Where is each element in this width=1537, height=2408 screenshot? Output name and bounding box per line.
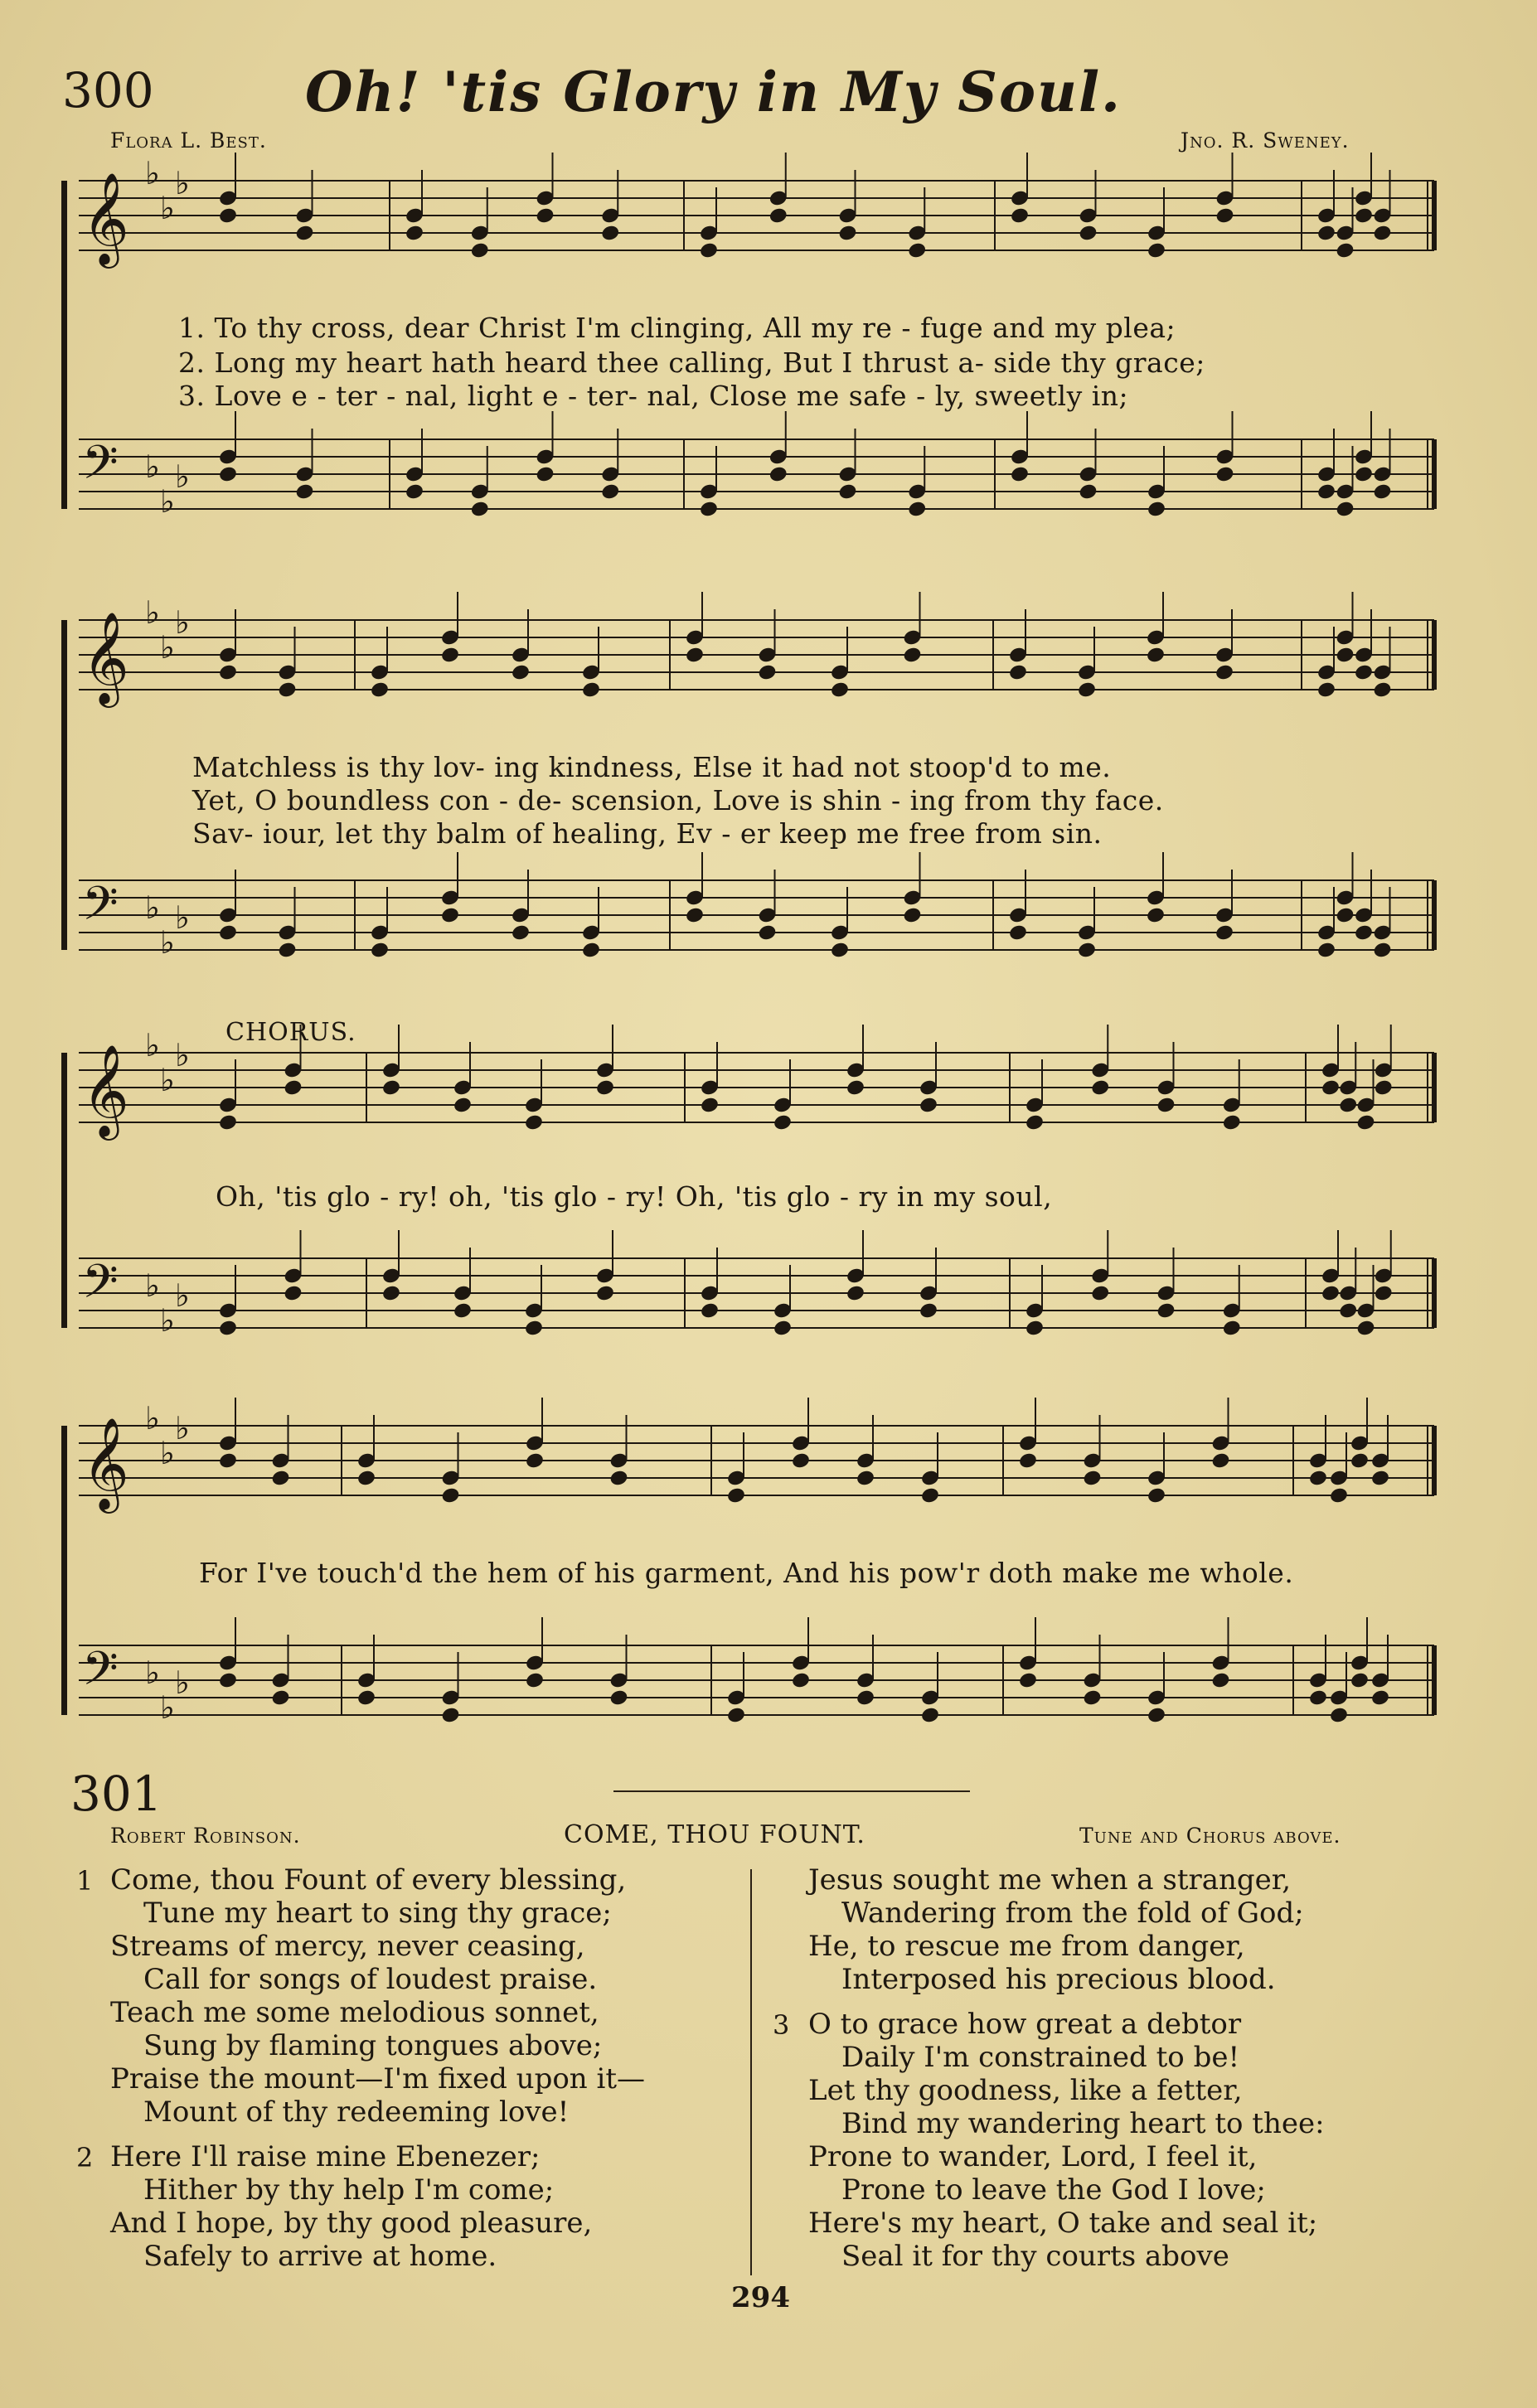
note-head (768, 206, 788, 225)
note-head (218, 206, 238, 225)
note-head (757, 663, 777, 681)
note-head (773, 1319, 793, 1337)
verse-line: Hither by thy help I'm come; (143, 2173, 555, 2207)
verse-line: Here I'll raise mine Ebenezer; (110, 2140, 541, 2173)
flat-sign: ♭ (145, 889, 160, 926)
note-head (726, 1706, 746, 1724)
note-head (581, 941, 601, 959)
note-head (511, 923, 531, 942)
note-head (1147, 241, 1166, 259)
lyric-line: Matchless is thy lov- ing kindness, Else it had not stoop'd to me. (192, 751, 1112, 783)
note-head (846, 1078, 865, 1097)
note-head (277, 681, 297, 699)
verse-line: O to grace how great a debtor (808, 2008, 1242, 2041)
note-head (1329, 1706, 1349, 1724)
note-head (1010, 206, 1030, 225)
note-head (270, 1469, 290, 1487)
treble-clef-icon: 𝄞 (82, 611, 129, 704)
note-head (1025, 1319, 1045, 1337)
flat-sign: ♭ (160, 924, 175, 961)
bass-clef-icon: 𝄢 (82, 877, 119, 942)
verse-line: Let thy goodness, like a fetter, (808, 2074, 1243, 2107)
note-head (1078, 482, 1098, 501)
note-head (1370, 1689, 1390, 1707)
note-head (470, 241, 490, 259)
flat-sign: ♭ (145, 1655, 160, 1691)
note-head (1077, 681, 1097, 699)
note-head (1329, 1486, 1349, 1504)
note-head (856, 1469, 875, 1487)
verse-line: Wandering from the fold of God; (841, 1897, 1304, 1930)
note-head (218, 1113, 238, 1131)
note-head (1350, 1451, 1370, 1470)
verse-line: Safely to arrive at home. (143, 2240, 497, 2273)
flat-sign: ♭ (175, 1277, 190, 1314)
bass-clef-icon: 𝄢 (82, 1255, 119, 1320)
note-head (830, 941, 850, 959)
verse-line: Prone to leave the God I love; (841, 2173, 1266, 2207)
lyric-line: Oh, 'tis glo - ry! oh, 'tis glo - ry! Oh, 'tis glo - ry in my soul, (216, 1180, 1053, 1213)
flat-sign: ♭ (175, 458, 190, 495)
note-head (356, 1689, 376, 1707)
verse-line: Teach me some melodious sonnet, (110, 1996, 599, 2029)
flat-sign: ♭ (175, 604, 190, 641)
note-head (1335, 241, 1355, 259)
note-head (919, 1096, 938, 1114)
verse-number: 2 (76, 2142, 94, 2173)
note-head (1355, 1113, 1375, 1131)
verse-line: Come, thou Fount of every blessing, (110, 1863, 627, 1897)
hymn-title: Oh! 'tis Glory in My Soul. (305, 60, 1122, 124)
note-head (1215, 663, 1234, 681)
flat-sign: ♭ (160, 1435, 175, 1471)
bass-clef-icon: 𝄢 (82, 1642, 119, 1708)
note-head (1210, 1671, 1230, 1689)
note-head (1374, 1284, 1394, 1302)
note-head (1156, 1301, 1176, 1320)
flat-sign: ♭ (160, 1302, 175, 1339)
flat-sign: ♭ (175, 1664, 190, 1701)
note-head (405, 224, 424, 242)
note-head (919, 1301, 938, 1320)
note-head (440, 646, 460, 664)
note-head (837, 482, 857, 501)
note-head (1078, 224, 1098, 242)
note-head (1082, 1469, 1102, 1487)
note-head (600, 482, 620, 501)
verse-line: Jesus sought me when a stranger, (808, 1863, 1292, 1897)
note-head (1354, 923, 1374, 942)
flat-sign: ♭ (145, 594, 160, 631)
note-head (218, 1671, 238, 1689)
note-head (685, 646, 705, 664)
note-head (1147, 1486, 1166, 1504)
lyric-line: Sav- iour, let thy balm of healing, Ev - er keep me free from sin. (192, 817, 1103, 850)
lyric-line: 3. Love e - ter - nal, light e - ter- nal, Close me safe - ly, sweetly in; (178, 380, 1129, 412)
note-head (595, 1078, 615, 1097)
note-head (1374, 1078, 1394, 1097)
flat-sign: ♭ (175, 1410, 190, 1446)
verse-line: Prone to wander, Lord, I feel it, (808, 2140, 1258, 2173)
author-credit: Robert Robinson. (110, 1824, 301, 1848)
system-brace (61, 1053, 67, 1328)
flat-sign: ♭ (145, 1027, 160, 1063)
note-head (846, 1284, 865, 1302)
note-head (1215, 465, 1234, 483)
note-head (535, 465, 555, 483)
tune-note: Tune and Chorus above. (1079, 1824, 1341, 1848)
flat-sign: ♭ (160, 483, 175, 520)
verse-line: Tune my heart to sing thy grace; (143, 1897, 612, 1930)
bass-clef-icon: 𝄢 (82, 436, 119, 501)
note-head (524, 1113, 544, 1131)
verse-line: Seal it for thy courts above (841, 2240, 1229, 2273)
note-head (830, 681, 850, 699)
note-head (1222, 1113, 1242, 1131)
note-head (1355, 1319, 1375, 1337)
note-head (294, 482, 314, 501)
note-head (1338, 1301, 1358, 1320)
note-head (511, 663, 531, 681)
note-head (1335, 646, 1355, 664)
note-head (1354, 663, 1374, 681)
lyric-line: For I've touch'd the hem of his garment, And his pow'r doth make me whole. (199, 1557, 1294, 1589)
flat-sign: ♭ (145, 1267, 160, 1304)
note-head (1090, 1284, 1110, 1302)
note-head (525, 1671, 545, 1689)
note-head (470, 500, 490, 518)
note-head (1370, 1469, 1390, 1487)
note-head (370, 941, 390, 959)
note-head (1316, 941, 1336, 959)
note-head (294, 224, 314, 242)
note-head (218, 923, 238, 942)
note-head (907, 241, 927, 259)
hymn-number: 300 (62, 62, 154, 119)
note-head (1010, 465, 1030, 483)
verse-line: Interposed his precious blood. (841, 1963, 1276, 1996)
note-head (1354, 465, 1374, 483)
note-head (270, 1689, 290, 1707)
note-head (440, 906, 460, 924)
note-head (1350, 1671, 1370, 1689)
system-brace (61, 1426, 67, 1715)
verse-line: And I hope, by thy good pleasure, (110, 2207, 593, 2240)
note-head (608, 1689, 628, 1707)
note-head (1372, 482, 1392, 501)
divider-rule (613, 1790, 970, 1792)
flat-sign: ♭ (160, 1689, 175, 1726)
verse-line: Here's my heart, O take and seal it; (808, 2207, 1318, 2240)
note-head (1316, 482, 1336, 501)
note-head (283, 1078, 303, 1097)
note-head (1222, 1319, 1242, 1337)
note-head (1215, 923, 1234, 942)
note-head (1146, 906, 1166, 924)
note-head (757, 923, 777, 942)
note-head (1354, 206, 1374, 225)
hymn-title: COME, THOU FOUNT. (564, 1820, 865, 1849)
verse-line: Sung by flaming tongues above; (143, 2029, 603, 2062)
note-head (1215, 206, 1234, 225)
flat-sign: ♭ (160, 1062, 175, 1098)
note-head (1156, 1096, 1176, 1114)
words-credit: Flora L. Best. (110, 128, 267, 153)
note-head (920, 1706, 940, 1724)
note-head (1008, 663, 1028, 681)
chorus-label: CHORUS. (225, 1018, 356, 1047)
note-head (1025, 1113, 1045, 1131)
note-head (907, 500, 927, 518)
lyric-line: 1. To thy cross, dear Christ I'm clinging, All my re - fuge and my plea; (178, 312, 1176, 344)
music-credit: Jno. R. Sweney. (1181, 128, 1350, 153)
note-head (1308, 1469, 1328, 1487)
verse-number: 1 (76, 1865, 94, 1897)
note-head (1316, 681, 1336, 699)
note-head (283, 1284, 303, 1302)
flat-sign: ♭ (175, 899, 190, 936)
verse-line: He, to rescue me from danger, (808, 1930, 1245, 1963)
note-head (1008, 923, 1028, 942)
note-head (1018, 1671, 1038, 1689)
note-head (1308, 1689, 1328, 1707)
note-head (218, 1451, 238, 1470)
verse-line: Mount of thy redeeming love! (143, 2095, 570, 2129)
note-head (700, 1301, 720, 1320)
page-number: 294 (731, 2281, 790, 2314)
verse-line: Bind my wandering heart to thee: (841, 2107, 1325, 2140)
note-head (1338, 1096, 1358, 1114)
note-head (1146, 646, 1166, 664)
verse-line: Call for songs of loudest praise. (143, 1963, 598, 1996)
note-head (381, 1284, 401, 1302)
verse-line: Praise the mount—I'm fixed upon it— (110, 2062, 646, 2095)
note-head (1090, 1078, 1110, 1097)
note-head (277, 941, 297, 959)
note-head (440, 1706, 460, 1724)
note-head (1321, 1078, 1341, 1097)
note-head (902, 906, 922, 924)
note-head (535, 206, 555, 225)
note-head (218, 465, 238, 483)
note-head (595, 1284, 615, 1302)
note-head (1372, 681, 1392, 699)
note-head (608, 1469, 628, 1487)
note-head (699, 241, 719, 259)
note-head (356, 1469, 376, 1487)
flat-sign: ♭ (145, 448, 160, 485)
note-head (685, 906, 705, 924)
note-head (1077, 941, 1097, 959)
verse-line: Daily I'm constrained to be! (841, 2041, 1240, 2074)
note-head (902, 646, 922, 664)
flat-sign: ♭ (160, 190, 175, 226)
note-head (218, 1319, 238, 1337)
note-head (700, 1096, 720, 1114)
column-divider (750, 1869, 752, 2275)
note-head (370, 681, 390, 699)
note-head (1335, 500, 1355, 518)
lyric-line: 2. Long my heart hath heard thee calling, But I thrust a- side thy grace; (178, 346, 1205, 379)
note-head (920, 1486, 940, 1504)
note-head (1321, 1284, 1341, 1302)
note-head (1335, 906, 1355, 924)
note-head (791, 1451, 811, 1470)
lyric-line: Yet, O boundless con - de- scension, Love is shin - ing from thy face. (192, 784, 1164, 816)
note-head (440, 1486, 460, 1504)
note-head (600, 224, 620, 242)
note-head (524, 1319, 544, 1337)
flat-sign: ♭ (175, 165, 190, 201)
verse-number: 3 (773, 2009, 790, 2041)
hymn-number: 301 (70, 1766, 162, 1822)
note-head (453, 1096, 473, 1114)
note-head (1316, 224, 1336, 242)
flat-sign: ♭ (145, 1400, 160, 1437)
note-head (381, 1078, 401, 1097)
note-head (1210, 1451, 1230, 1470)
note-head (1372, 941, 1392, 959)
verse-line: Streams of mercy, never ceasing, (110, 1930, 585, 1963)
note-head (1372, 224, 1392, 242)
system-brace (61, 620, 67, 950)
note-head (1147, 1706, 1166, 1724)
note-head (453, 1301, 473, 1320)
note-head (856, 1689, 875, 1707)
system-brace (61, 181, 67, 509)
treble-clef-icon: 𝄞 (82, 1044, 129, 1136)
note-head (218, 663, 238, 681)
note-head (773, 1113, 793, 1131)
note-head (768, 465, 788, 483)
note-head (837, 224, 857, 242)
note-head (1018, 1451, 1038, 1470)
note-head (581, 681, 601, 699)
treble-clef-icon: 𝄞 (82, 1417, 129, 1509)
note-head (1147, 500, 1166, 518)
flat-sign: ♭ (160, 629, 175, 666)
flat-sign: ♭ (175, 1037, 190, 1073)
note-head (405, 482, 424, 501)
note-head (525, 1451, 545, 1470)
note-head (699, 500, 719, 518)
treble-clef-icon: 𝄞 (82, 172, 129, 264)
note-head (1082, 1689, 1102, 1707)
note-head (726, 1486, 746, 1504)
note-head (791, 1671, 811, 1689)
flat-sign: ♭ (145, 155, 160, 191)
